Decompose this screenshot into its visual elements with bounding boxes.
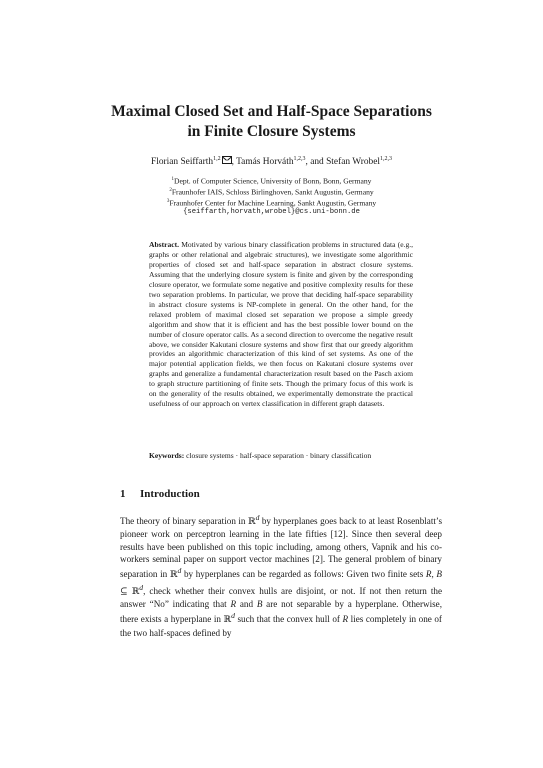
author-name: Stefan Wrobel	[326, 157, 380, 168]
author-affil-sup: 1,2	[213, 156, 221, 162]
math-expression: R, B ⊆	[120, 569, 442, 596]
text-run: such that the convex hull of	[234, 614, 343, 625]
math-exponent: d	[177, 566, 182, 576]
paper-title	[60, 102, 483, 142]
affiliation-line	[60, 186, 483, 197]
author-name: Tamás Horváth	[236, 157, 294, 168]
author-separator: , and	[305, 157, 327, 168]
intro-text	[120, 512, 442, 639]
keywords-text: closure systems · half-space separation · binary classification	[186, 451, 372, 460]
affiliation-sup: 2	[169, 188, 172, 194]
affiliation-line	[60, 197, 483, 208]
section-number: 1	[120, 488, 126, 500]
affiliation-sup: 3	[166, 199, 170, 205]
email-address: {seiffarth,horvath,wrobel}@cs.uni-bonn.de	[183, 208, 360, 217]
text-run: , check whether their convex hulls are disjoint, or not. If not then return the answer “No” indicating that	[120, 585, 442, 609]
abstract-block	[149, 240, 413, 409]
text-run: by hyperplanes goes back to at least Rosenblatt’s pioneer work on perceptron learning in the late fifties [12]. Since then several deep results have been published on this topic including, among others, Vapnik and his co-workers seminal paper on support vector machines [2]. The general problem of binary separation in	[120, 516, 442, 580]
author-affil-sup: 1,2,3	[379, 156, 392, 162]
intro-paragraph	[120, 512, 442, 639]
math-exponent: d	[139, 582, 144, 592]
author-name: Florian Seiffarth	[151, 157, 214, 168]
title-line-2: in Finite Closure Systems	[187, 123, 356, 140]
envelope-icon	[222, 156, 232, 164]
affiliation-text: Fraunhofer Center for Machine Learning, Sankt Augustin, Germany	[169, 198, 377, 208]
text-run: by hyperplanes can be regarded as follows: Given two finite sets	[181, 569, 426, 580]
math-variable: R	[342, 614, 349, 625]
affiliation-line	[60, 175, 483, 186]
keywords-label: Keywords:	[149, 451, 185, 460]
affiliation-text: Fraunhofer IAIS, Schloss Birlinghoven, Sankt Augustin, Germany	[171, 187, 374, 197]
math-symbol: ℝ	[169, 570, 178, 581]
math-variable: B	[256, 598, 263, 609]
author-list	[60, 153, 483, 168]
math-exponent: d	[231, 611, 235, 621]
math-symbol: ℝ	[247, 517, 256, 528]
keywords-block	[149, 451, 413, 461]
math-symbol: ℝ	[223, 615, 232, 626]
author-separator: ,	[231, 157, 237, 168]
affiliations	[60, 175, 483, 218]
text-run: The theory of binary separation in	[120, 516, 248, 527]
affiliation-sup: 1	[171, 177, 175, 182]
title-line-1: Maximal Closed Set and Half-Space Separations	[111, 103, 432, 120]
affiliation-text: Dept. of Computer Science, University of Bonn, Bonn, Germany	[174, 176, 372, 186]
math-symbol: ℝ	[131, 586, 140, 597]
math-variable: R	[230, 598, 237, 609]
abstract-label: Abstract.	[149, 240, 179, 249]
section-heading	[120, 488, 200, 500]
abstract-text: Motivated by various binary classification problems in structured data (e.g., graphs or other relational and algebraic structures), we investigate some algorithmic properties of closed set and half-space separation in abstract closure systems. Assuming that the underlying closure system is finite and given by the corresponding closure operator, we formulate some negative and positive complexity results for these two separation problems. In particular, we prove that deciding half-space separability in abstract closure systems is NP-complete in general. On the other hand, for the relaxed problem of maximal closed set separation we propose a simple greedy algorithm and show that it is efficient and has the best possible lower bound on the number of closure operator calls. As a second direction to overcome the negative result above, we consider Kakutani closure systems and show first that our greedy algorithm provides an algorithmic characterization of this kind of set systems. As one of the major potential application fields, we then focus on Kakutani closure systems over graphs and generalize a fundamental characterization result based on the Pasch axiom to graph structure partitioning of finite sets. Though the primary focus of this work is on the generality of the results obtained, we experimentally demonstrate the practical usefulness of our approach on vertex classification in different graph datasets.	[149, 240, 413, 409]
section-title: Introduction	[140, 488, 200, 500]
math-exponent: d	[255, 513, 260, 522]
text-run: lies completely in one of the two half-spaces defined by	[120, 614, 442, 638]
author-affil-sup: 1,2,3	[293, 156, 306, 162]
text-run: are not separable by a hyperplane. Otherwise, there exists a hyperplane in	[120, 598, 442, 625]
text-run: and	[236, 598, 257, 609]
